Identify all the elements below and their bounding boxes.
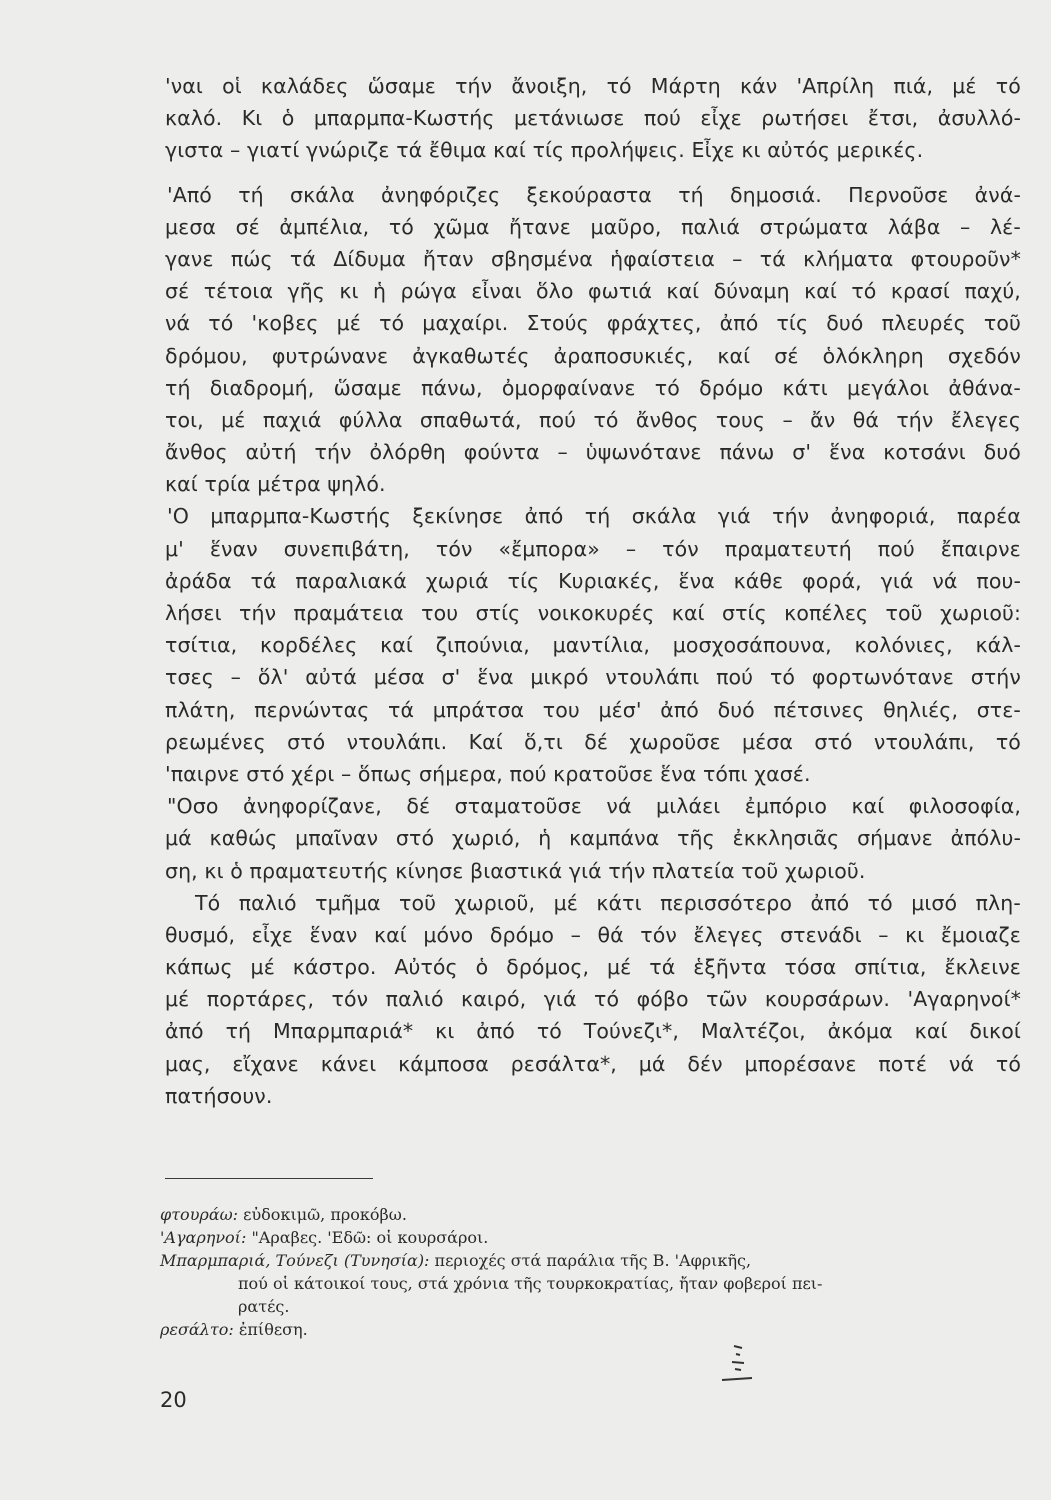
footnote-text: "Αραβες. 'Εδῶ: οἱ κουρσάροι. bbox=[251, 1228, 489, 1247]
text-line: τοι, μέ παχιά φύλλα σπαθωτά, πού τό ἄνθος τους – ἄν θά τήν ἔλεγες bbox=[165, 407, 1021, 432]
text-line: τή διαδρομή, ὥσαμε πάνω, ὀμορφαίνανε τό δρόμο κάτι μεγάλοι ἀθάνα- bbox=[165, 375, 1021, 400]
text-line: θυσμό, εἶχε ἕναν καί μόνο δρόμο – θά τόν ἔλεγες στενάδι – κι ἔμοιαζε bbox=[165, 922, 1021, 947]
text-line: σέ τέτοια γῆς κι ἡ ρώγα εἶναι ὅλο φωτιά καί δύναμη καί τό κρασί παχύ, bbox=[165, 279, 1021, 304]
footnote-term: Μπαρμπαριά, Τούνεζι (Τυνησία): bbox=[160, 1251, 430, 1270]
paragraph-gap bbox=[165, 167, 1021, 179]
footnote-1 bbox=[160, 1203, 1020, 1226]
text-line: "Οσο ἀνηφορίζανε, δέ σταματοῦσε νά μιλάει ἐμπόριο καί φιλοσοφία, bbox=[167, 794, 1021, 819]
text-line: μας, εἴχανε κάνει κάμποσα ρεσάλτα*, μά δέν μπορέσανε ποτέ νά τό bbox=[165, 1051, 1021, 1076]
text-line: ἀπό τή Μπαρμπαριά* κι ἀπό τό Τούνεζι*, Μαλτέζοι, ἀκόμα καί δικοί bbox=[165, 1019, 1021, 1044]
text-line: Τό παλιό τμῆμα τοῦ χωριοῦ, μέ κάτι περισσότερο ἀπό τό μισό πλη- bbox=[195, 890, 1021, 915]
page-number: 20 bbox=[160, 1388, 187, 1412]
footnote-term: ρεσάλτο: bbox=[160, 1320, 234, 1339]
text-line: 'παιρνε στό χέρι – ὅπως σήμερα, πού κρατοῦσε ἕνα τόπι χασέ. bbox=[165, 761, 811, 786]
text-line: ἀράδα τά παραλιακά χωριά τίς Κυριακές, ἕνα κάθε φορά, γιά νά που- bbox=[165, 568, 1021, 593]
text-line: λήσει τήν πραμάτεια του στίς νοικοκυρές καί στίς κοπέλες τοῦ χωριοῦ: bbox=[165, 601, 1021, 625]
footnote-term: 'Αγαρηνοί: bbox=[160, 1228, 247, 1247]
ink-smudge-mark bbox=[718, 1342, 758, 1387]
text-line: δρόμου, φυτρώνανε ἀγκαθωτές ἀραποσυκιές, καί σέ ὁλόκληρη σχεδόν bbox=[165, 343, 1021, 368]
footnote-2 bbox=[160, 1226, 1020, 1249]
text-line: κάπως μέ κάστρο. Αὐτός ὁ δρόμος, μέ τά ἑξῆντα τόσα σπίτια, ἔκλεινε bbox=[165, 955, 1021, 980]
main-text bbox=[165, 70, 1021, 1112]
text-line: γανε πώς τά Δίδυμα ἤταν σβησμένα ἡφαίστεια – τά κλήματα φτουροῦν* bbox=[165, 246, 1021, 271]
footnote-3-continued: ρατές. bbox=[238, 1297, 290, 1316]
footnote-text: περιοχές στά παράλια τῆς Β. 'Αφρικῆς, bbox=[434, 1251, 752, 1270]
footnote-divider bbox=[165, 1178, 373, 1179]
text-line: μ' ἕναν συνεπιβάτη, τόν «ἔμπορα» – τόν πραματευτή πού ἔπαιρνε bbox=[165, 536, 1021, 561]
text-line: ρεωμένες στό ντουλάπι. Καί ὅ,τι δέ χωροῦσε μέσα στό ντουλάπι, τό bbox=[165, 729, 1021, 754]
footnote-term: φτουράω: bbox=[160, 1205, 239, 1224]
text-line: πατήσουν. bbox=[165, 1083, 273, 1108]
text-line: ση, κι ὁ πραματευτής κίνησε βιαστικά γιά τήν πλατεία τοῦ χωριοῦ. bbox=[165, 858, 866, 883]
text-line: νά τό 'κοβες μέ τό μαχαίρι. Στούς φράχτες, ἀπό τίς δυό πλευρές τοῦ bbox=[165, 311, 1021, 336]
text-line: καλό. Κι ὁ μπαρμπα-Κωστής μετάνιωσε πού εἶχε ρωτήσει ἔτσι, ἀσυλλό- bbox=[165, 106, 1021, 131]
footnote-text: ἐπίθεση. bbox=[238, 1320, 308, 1339]
text-line: καί τρία μέτρα ψηλό. bbox=[165, 472, 386, 497]
text-line: πλάτη, περνώντας τά μπράτσα του μέσ' ἀπό δυό πέτσινες θηλιές, στε- bbox=[165, 697, 1021, 722]
text-line: τσίτια, κορδέλες καί ζιπούνια, μαντίλια, μοσχοσάπουνα, κολόνιες, κάλ- bbox=[165, 633, 1021, 658]
footnote-3-continued: πού οἱ κάτοικοί τους, στά χρόνια τῆς τουρκοκρατίας, ἤταν φοβεροί πει- bbox=[238, 1274, 823, 1293]
footnote-4 bbox=[160, 1318, 1020, 1341]
text-line: μέ πορτάρες, τόν παλιό καιρό, γιά τό φόβο τῶν κουρσάρων. 'Αγαρηνοί* bbox=[165, 987, 1021, 1012]
footnote-text: εὐδοκιμῶ, προκόβω. bbox=[243, 1205, 407, 1224]
text-line: μεσα σέ ἀμπέλια, τό χῶμα ἤτανε μαῦρο, παλιά στρώματα λάβα – λέ- bbox=[165, 214, 1021, 239]
footnote-3 bbox=[160, 1249, 1020, 1272]
text-line: 'Ο μπαρμπα-Κωστής ξεκίνησε ἀπό τή σκάλα γιά τήν ἀνηφοριά, παρέα bbox=[167, 504, 1021, 529]
text-line: γιστα – γιατί γνώριζε τά ἔθιμα καί τίς προλήψεις. Εἶχε κι αὐτός μερικές. bbox=[165, 138, 924, 163]
text-line: τσες – ὅλ' αὐτά μέσα σ' ἕνα μικρό ντουλάπι πού τό φορτωνότανε στήν bbox=[165, 665, 1021, 690]
text-line: ἄνθος αὐτή τήν ὀλόρθη φούντα – ὑψωνότανε πάνω σ' ἕνα κοτσάνι δυό bbox=[165, 440, 1021, 465]
text-line: 'ναι οἱ καλάδες ὥσαμε τήν ἄνοιξη, τό Μάρτη κάν 'Απρίλη πιά, μέ τό bbox=[165, 74, 1021, 98]
footnotes bbox=[160, 1203, 1020, 1341]
text-line: 'Από τή σκάλα ἀνηφόριζες ξεκούραστα τή δημοσιά. Περνοῦσε ἀνά- bbox=[167, 182, 1021, 207]
text-line: μά καθώς μπαῖναν στό χωριό, ἡ καμπάνα τῆς ἐκκλησιᾶς σήμανε ἀπόλυ- bbox=[165, 826, 1021, 851]
